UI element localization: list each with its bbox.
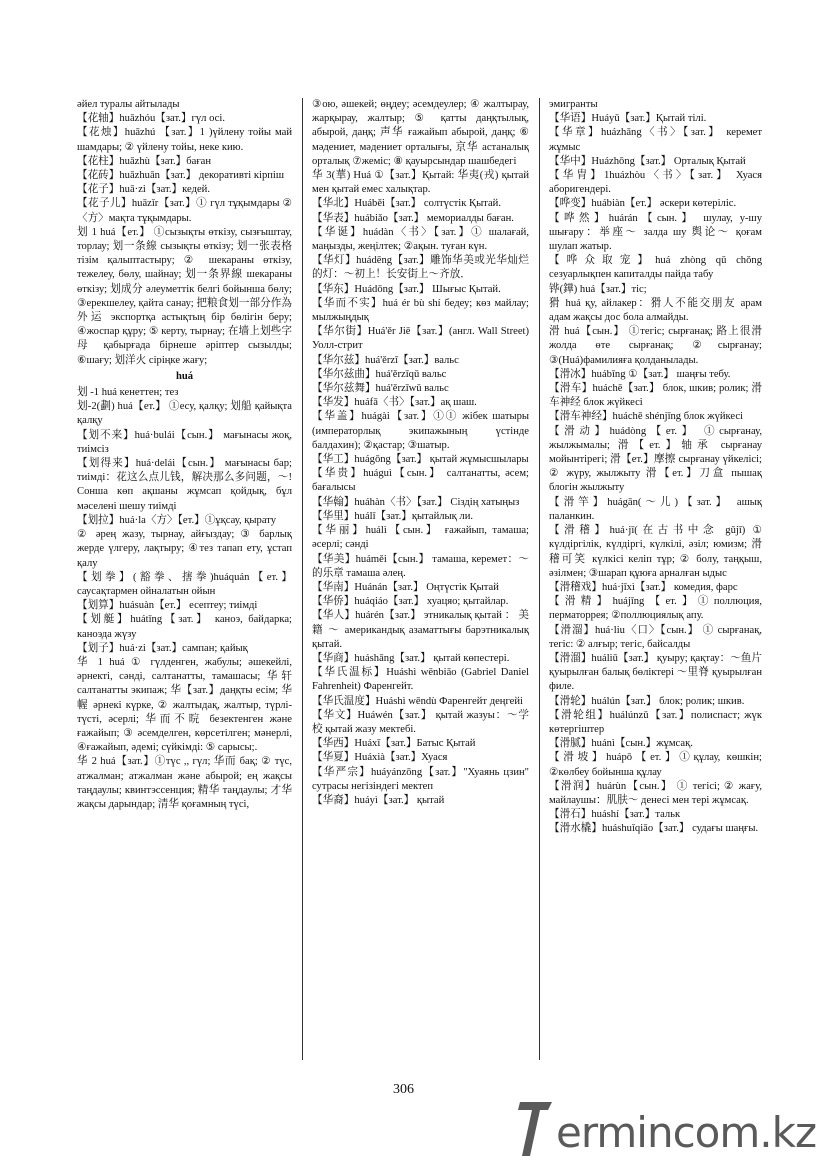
logo-t-mark-icon [518, 1098, 552, 1158]
dictionary-entry: 【华中】Huázhōng【зат.】 Орталық Қытай [549, 155, 746, 167]
dictionary-entry: 【华商】huáshāng【зат.】 қытай көпестері. [312, 652, 510, 664]
section-heading: huá [175, 370, 194, 382]
dictionary-entry: 【华夏】Huáxià【зат.】Хуася [312, 752, 448, 764]
dictionary-entry: 【华表】huábiǎo【зат.】 мемориалды баған. [312, 212, 514, 224]
dictionary-entry: 【滑轮】huálún【зат.】 блок; ролик; шкив. [549, 695, 745, 707]
dictionary-entry: 【花子】huā·zi【зат.】кедей. [77, 184, 210, 196]
dictionary-entry: 【华北】Huáběi【зат.】 солтүстік Қытай. [312, 198, 501, 210]
dictionary-column-1 [77, 98, 292, 812]
dictionary-entry: 【华尔兹】huá'ěrzī【зат.】вальс [312, 354, 459, 366]
dictionary-entry: 【华胄】1huázhòu〈书〉【зат.】 Хуася аборигендері. [549, 170, 762, 196]
dictionary-entry: 【华文】Huáwén【зат.】 қытай жазуы：～学校 қытай жазу мектебі. [312, 709, 529, 735]
dictionary-entry: 【滑稽】huá·jī(在古书中念 gǔjī) ① күлдіргілік, күлдіргі, күлкілі, әзіл; юмизм; 滑稽可笑 күлкісі келіп тұр; ② болу, таңқыш, әзілмен; ③шарап құюға арналған ыдыс [549, 525, 762, 579]
dictionary-entry: 【华氏温标】Huáshì wēnbiāo (Gabriel Daniel Fahrenheit) Фаренгейт. [312, 667, 529, 693]
dictionary-entry: 铧(鏵) huá【зат.】тіс; [549, 283, 647, 295]
dictionary-entry: 【华灯】huádēng【зат.】雕饰华美或光华灿烂的灯：～初上！长安街上～齐放． [312, 255, 529, 281]
dictionary-entry: 【华南】Huánán【зат.】 Оңтүстік Қытай [312, 581, 499, 593]
dictionary-entry: 【滑竿】huágān(～儿)【зат.】 ашық паланкин. [549, 496, 762, 522]
dictionary-entry: 【华西】Huáxī【зат.】Батыс Қытай [312, 738, 476, 750]
dictionary-entry: ③ою, әшекей; өңдеу; әсемдеулер; ④ жалтырау, жарқырау, жалтыр; ⑤ қатты даңқтылық, абырой, даңқ; 声华 ғажайып абырой, даңқ; ⑥ мәдениет, мәдениет орталығы, 京华 астаналық орталық ⑦жемiс; ⑧ қауырсындар шашбедегі [312, 99, 529, 167]
dictionary-entry: 【华诞】huádàn〈书〉【зат.】① шалағай, маңызды, жеңілтек; ②ақын. туған күн. [312, 226, 529, 253]
dictionary-entry: 【华严宗】huáyánzōng【зат.】"Хуаянь цзин" сутрасы негізіндегі мектеп [312, 766, 529, 792]
dictionary-entry: 【滑冰】huábīng ①【зат.】 шаңғы тебу. [549, 368, 731, 380]
dictionary-entry: әйел туралы айтылады [77, 99, 180, 110]
dictionary-entry: 【华而不实】huá ér bù shí бедеу; көз майлау; мылжыңдық [312, 297, 529, 324]
dictionary-entry: 【花烛】huāzhú 【зат.】1 )үйлену тойы май шамдары; ② үйлену тойы, неке кию. [77, 127, 292, 153]
dictionary-entry: 【划拳】(豁拳、搳拳)huáquán【ет.】саусақтармен ойналатын ойын [77, 571, 292, 597]
dictionary-entry: 【华贵】huáguì【сын.】 салтанатты, әсем; бағалысы [312, 468, 529, 494]
page-number: 306 [393, 1082, 414, 1097]
dictionary-entry: 【华东】Huádōng【зат.】 Шығыс Қытай. [312, 283, 501, 295]
dictionary-entry: 【滑车】huáchē【зат.】 блок, шкив; ролик; 滑车神经 блок жүйкесі [549, 383, 762, 409]
dictionary-entry: 华 3(華) Huá ①【зат.】Қытай: 华夷(戎) қытай мен қытай емес халықтар. [312, 170, 529, 196]
dictionary-entry: 【滑石】huáshí【зат.】тальк [549, 809, 681, 821]
dictionary-entry: 【滑精】huájīng【ет.】①поллюция, перматоррея; ②поллюциялық апу. [549, 596, 762, 622]
column-divider-2 [539, 98, 540, 1060]
dictionary-entry: 划 -1 huá кенеттен; тез [77, 387, 179, 399]
dictionary-entry: 华 2 huá【зат.】①түс ,, гүл; 华而 бақ; ② түс, атжалман; атжалман және абырой; ең жақсы таңдаулы; квинтэссенция; 精华 таңдаулы; 才华 жақсы дарындар; 清华 қоғамның түсі, [77, 756, 292, 810]
dictionary-entry: 【华工】huágōng【зат.】 қытай жұмысшылары [312, 454, 529, 466]
dictionary-entry: 【滑润】huárùn【сын.】 ① тегісі; ② жағу, майлаушы：肌肤～ денесі мен тері жұмсақ. [549, 780, 762, 806]
dictionary-entry: 华 1 huá ① гүлденген, жабулы; әшекейлі, әрнекті, сәнді, салтанатты, тамашасы; 华轩 салтанатты экипаж; 华【зат.】даңқты есім; 华幄 әрнекі күрке, ② жалтыдақ, жалтыр, түрлі-түсті, әсерлі; 华而不晥 безектенген және ғажайып; ③ әсемделген, көрсетілген; мәнерлі, ④ғажайып, әдемі; сүйкімді: ⑤ сарысы;. [77, 656, 292, 754]
dictionary-entry: ② әрең жазу, тырнау, айғыздау; ③ барлық жерде үлгеру, лақтыру; ④тез тапап ету, ұстап қалу [77, 529, 292, 569]
dictionary-entry: 【华裔】huáyì【зат.】 қытай [312, 794, 445, 806]
dictionary-entry: 【华侨】huáqiáo【зат.】 хуацяо; қытайлар. [312, 596, 509, 608]
dictionary-entry: 【华人】huárén【зат.】 этникалық қытай ： 美籍 ～ американдық азаматтығы барэтникалық қытай. [312, 610, 529, 650]
dictionary-entry: 【哗变】huábiàn【ет.】 әскери көтеріліс. [549, 198, 737, 210]
dictionary-entry: 【华氏温度】Huáshì wēndù Фаренгейт деңгейі [312, 695, 523, 707]
dictionary-entry: 划-2(劃) huá【ет.】 ①есу, қалқу; 划船 қайықта қалқу [77, 401, 292, 427]
dictionary-entry: 【华尔兹舞】huá'ěrzīwǔ вальс [312, 383, 449, 395]
dictionary-entry: 【划得来】huá·delái【сын.】 мағынасы бар; тиімді：花这么点儿钱，解决那么多问题，～! Сонша көп ақшаны жұмсап қойдық, бұл мәселені шешу тиімді [77, 458, 292, 512]
dictionary-entry: 【哗然】huárán【сын.】 шулау, у-шу шығару：举座～ залда шу 舆论～ қоғам шулап жатыр. [549, 212, 762, 253]
dictionary-entry: 【划拉】huá·la〈方〉【ет.】①ұқсау, қырату [77, 514, 277, 526]
dictionary-entry: 【华章】huázhāng〈书〉【зат.】 керемет жұмыс [549, 127, 762, 153]
dictionary-entry: 【华发】huáfā〈书〉【зат.】ақ шаш. [312, 397, 477, 409]
dictionary-entry: 【滑动】huádòng【ет.】 ①сырғанау, жылжымалы; 滑【ет.】轴承 сырғанау мойынтірегі; 滑【ет.】摩擦 сырғанау үйкелісі; ② жүру, жылжыту 滑【ет.】刀盒 пышақ блогін жылжыту [549, 425, 762, 494]
dictionary-entry: 【滑稽戏】huá·jīxì【зат.】 комедия, фарс [549, 581, 738, 593]
dictionary-column-2 [312, 98, 529, 808]
dictionary-column-3 [549, 98, 762, 837]
termincom-logo[interactable] [518, 1098, 818, 1164]
column-divider-1 [302, 98, 303, 1060]
dictionary-entry: 【花子儿】huāzǐr【зат.】① гүл тұқымдары ②〈方〉мақта тұқымдары. [77, 198, 292, 224]
dictionary-entry: 【华里】huálǐ【зат.】қытайлық ли. [312, 510, 474, 522]
dictionary-entry: эмигранты [549, 99, 598, 110]
dictionary-entry: 猾 huá қу, айлакер：猾人不能交朋友 арам адам жақсы дос бола алмайды. [549, 297, 762, 324]
dictionary-entry: 【华丽】huálì【сын.】 ғажайып, тамаша; әсерлі; сәнді [312, 525, 529, 551]
dictionary-entry: 【华语】Huáyǔ【зат.】Қытай тілі. [549, 113, 707, 125]
dictionary-entry: 【华翰】huáhàn〈书〉【зат.】 Сіздің хатыңыз [312, 496, 520, 508]
dictionary-entry: 【划算】huásuàn【ет.】 есептеу; тиімді [77, 600, 258, 612]
dictionary-entry: 【华美】huáměi【сын.】 тамаша, керемет：～的乐章 тамаша әлең. [312, 553, 529, 579]
dictionary-entry: 【哗众取宠】huá zhòng qǔ chǒng сезуарлықпен капиталды пайда табу [549, 255, 762, 281]
dictionary-entry: 【滑腻】huánì【сын.】жұмсақ. [549, 738, 693, 750]
dictionary-entry: 【滑溜】huáliū【зат.】 қуыру; қақтау：～鱼片 қуырылған балық бөліктері ～里脊 қуырылған филе. [549, 652, 762, 693]
dictionary-entry: 【划不来】huá·bulái【сын.】 мағынасы жоқ, тиімсіз [77, 429, 292, 455]
dictionary-entry: 【花轴】huāzhóu【зат.】гүл осі. [77, 113, 225, 125]
dictionary-entry: 【花砖】huāzhuān【зат.】 декоративті кірпіш [77, 170, 285, 182]
dictionary-entry: 【划艇】huátǐng【зат.】 каноэ, байдарка; каноэда жүзу [77, 614, 292, 640]
dictionary-entry: 【滑水橇】huáshuǐqiāo【зат.】 судағы шаңғы. [549, 823, 759, 835]
dictionary-entry: 划 1 huá【ет.】 ①сызықты өткізу, сызғыштау, торлау; 划一条線 сызықты өткізу; 划一张表格 тізім қалыптастыру; ② шекараны өткізу, тежелеу, бөлу, шайнау; 划一条界線 шекараны өткізу; 划成分 әлеуметтік белгі бойынша бөлу; ③ерекшелеу, қайта санау; 把粮食划一部分作為外运 экспортқа астықтың бір бөлігін беру; ④жоспар құру; ⑤ керту, тырнау; 在墙上划些字母 қабырғада бірнеше әріптер сызылды; ⑥шағу; 划洋火 сіріңке жағу; [77, 226, 292, 366]
dictionary-entry: 【华尔兹曲】huá'ěrzīqǔ вальс [312, 368, 447, 380]
dictionary-entry: 【华尔街】Huá'ěr Jiē【зат.】(англ. Wall Street) Уолл-стрит [312, 326, 529, 352]
dictionary-entry: 【滑轮组】huálúnzǔ【зат.】полиспаст; жүк көтергіштер [549, 709, 762, 735]
dictionary-entry: 【花柱】huāzhù【зат.】баған [77, 155, 212, 167]
dictionary-entry: 滑 huá【сын.】 ①тегіс; сырғанақ; 路上很滑 жолда өте сырғанақ; ②сырғанау; ③(Huá)фамилияға қолданылады. [549, 326, 762, 366]
dictionary-entry: 【划子】huá·zi【зат.】сампан; қайық [77, 642, 248, 654]
dictionary-entry: 【滑车神经】huáchē shénjīng блок жүйкесі [549, 411, 744, 423]
dictionary-entry: 【华盖】huágài【зат.】①① жібек шатыры (императорлық экипажының үстінде балдахин); ②қастар; ③шатыр. [312, 411, 529, 451]
dictionary-entry: 【滑溜】huá·liu〈口〉【сын.】 ① сырғанақ, тегіс: ② алғыр; тегіс, байсалды [549, 624, 762, 650]
logo-text: ermincom.kz [556, 1108, 816, 1157]
dictionary-entry: 【滑坡】huápō【ет.】①құлау, көшкін; ②көлбеу бойынша құлау [549, 752, 762, 778]
